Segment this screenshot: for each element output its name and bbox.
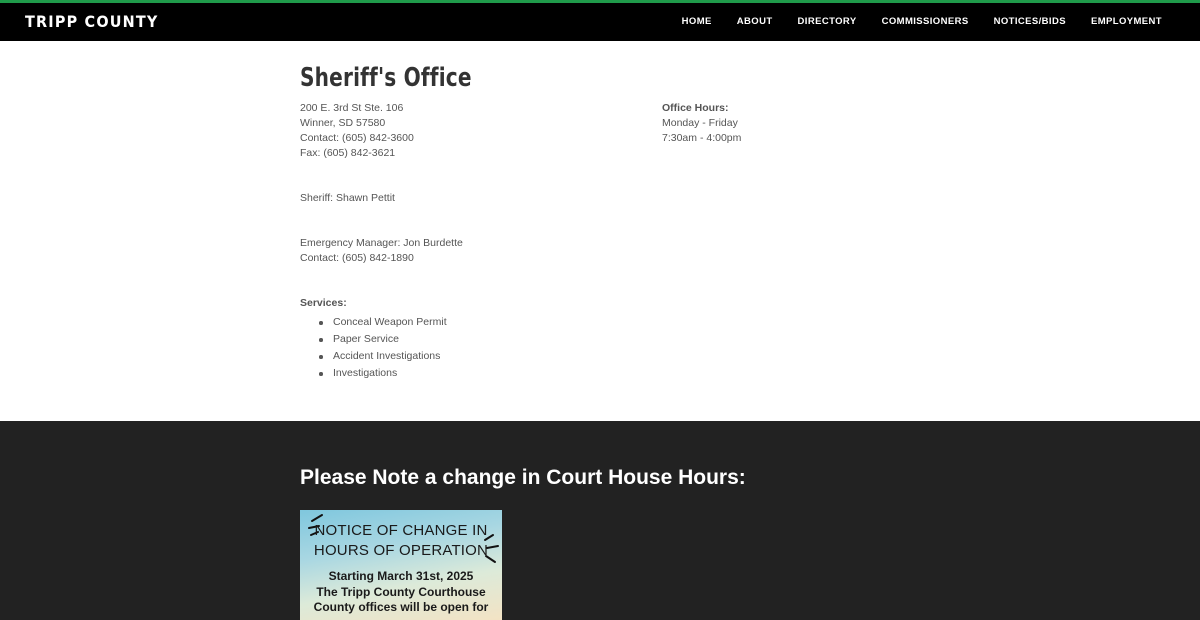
hours-column: [662, 101, 962, 146]
city-line: Winner, SD 57580: [300, 117, 386, 129]
nav-directory[interactable]: DIRECTORY: [797, 16, 857, 27]
site-brand[interactable]: TRIPP COUNTY: [25, 12, 159, 31]
nav-notices-bids[interactable]: NOTICES/BIDS: [993, 16, 1066, 27]
emergency-contact: Contact: (605) 842-1890: [300, 252, 414, 264]
notice-title-line: NOTICE OF CHANGE IN: [314, 522, 488, 539]
nav-commissioners[interactable]: COMMISSIONERS: [881, 16, 969, 27]
list-item: Accident Investigations: [333, 348, 630, 365]
emergency-manager: Emergency Manager: Jon Burdette: [300, 237, 463, 249]
notice-title-line: HOURS OF OPERATION: [313, 542, 489, 559]
hours-change-notice-image[interactable]: [300, 510, 502, 620]
nav-employment[interactable]: EMPLOYMENT: [1090, 16, 1162, 27]
main-nav: [657, 16, 1162, 27]
page-title: Sheriff's Office: [300, 63, 472, 93]
notice-body-line: The Tripp County Courthouse: [316, 585, 486, 599]
hours-time: 7:30am - 4:00pm: [662, 132, 742, 144]
list-item: Investigations: [333, 365, 630, 382]
list-item: Paper Service: [333, 331, 630, 348]
notice-body-line: Starting March 31st, 2025: [328, 569, 474, 583]
footer-section: [0, 421, 1200, 620]
phone-line: Contact: (605) 842-3600: [300, 132, 414, 144]
list-item: Conceal Weapon Permit: [333, 314, 630, 331]
sheriff-name: Sheriff: Shawn Pettit: [300, 192, 395, 204]
top-navbar: [0, 0, 1200, 41]
footer-heading: Please Note a change in Court House Hours:: [300, 466, 746, 489]
hours-label: Office Hours:: [662, 102, 729, 114]
services-list: [300, 314, 630, 382]
hours-days: Monday - Friday: [662, 117, 738, 129]
services-label: Services:: [300, 297, 347, 309]
address-line: 200 E. 3rd St Ste. 106: [300, 102, 404, 114]
notice-body-line: County offices will be open for: [313, 600, 489, 614]
contact-column: [300, 101, 630, 382]
fax-line: Fax: (605) 842-3621: [300, 147, 396, 159]
nav-home[interactable]: HOME: [681, 16, 712, 27]
nav-about[interactable]: ABOUT: [736, 16, 773, 27]
